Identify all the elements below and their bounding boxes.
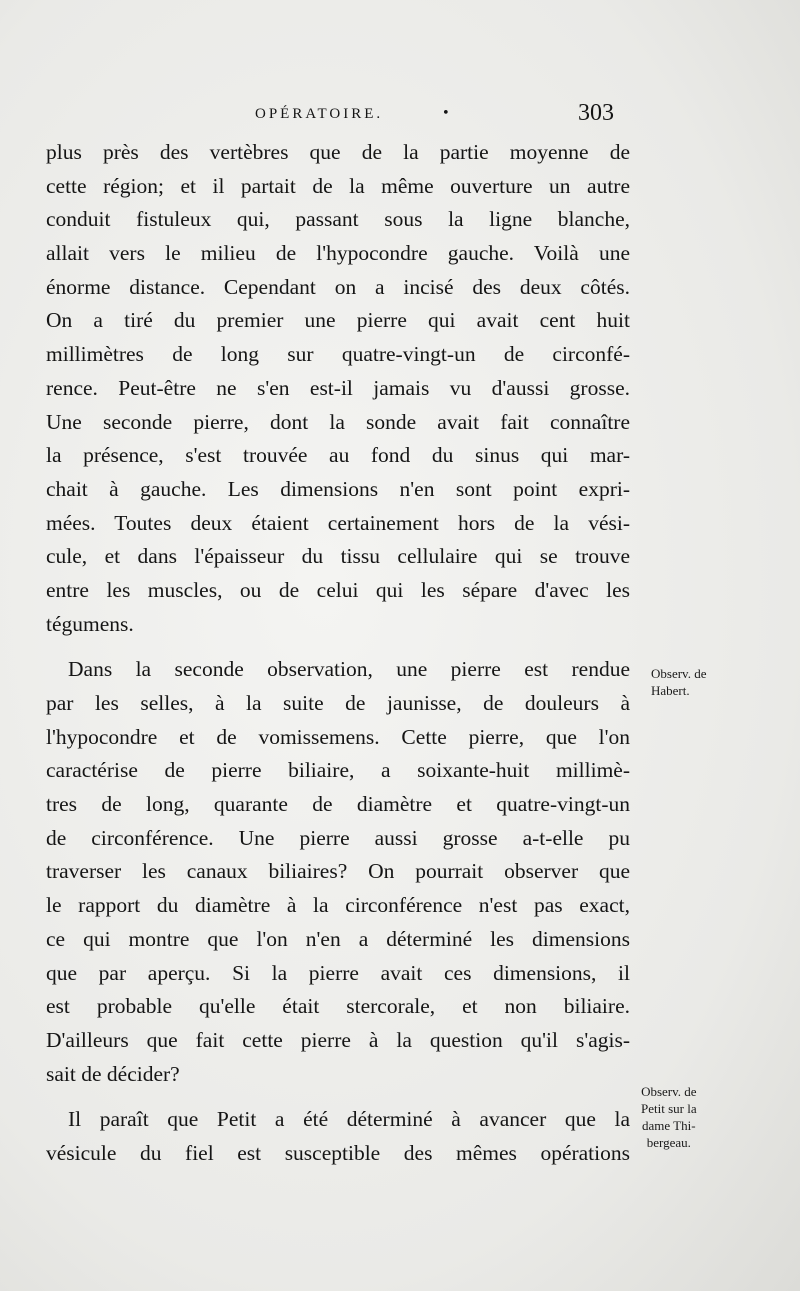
text-line: On a tiré du premier une pierre qui avait cent huit (46, 308, 630, 333)
margin-note-petit (641, 1083, 697, 1151)
text-line: traverser les canaux biliaires? On pourrait observer que (46, 859, 630, 884)
margin-note-line: dame Thi- (642, 1118, 696, 1133)
margin-note-habert (651, 665, 706, 699)
text-line: rence. Peut-être ne s'en est-il jamais vu d'aussi grosse. (46, 375, 630, 400)
text-line: Il paraît que Petit a été déterminé à avancer que la (68, 1107, 630, 1132)
text-line: tres de long, quarante de diamètre et quatre-vingt-un (46, 792, 630, 817)
text-line: plus près des vertèbres que de la partie moyenne de (46, 140, 630, 164)
margin-note-line: Petit sur la (641, 1101, 697, 1116)
text-line: la présence, s'est trouvée au fond du sinus qui mar- (46, 443, 630, 468)
text-line: allait vers le milieu de l'hypocondre gauche. Voilà une (46, 241, 630, 266)
margin-note-line: Habert. (651, 683, 690, 698)
margin-note-line: Observ. de (641, 1084, 697, 1099)
text-line: le rapport du diamètre à la circonférence n'est pas exact, (46, 893, 630, 918)
paragraph-3 (46, 1103, 630, 1170)
page-header (0, 100, 800, 140)
text-line: que par aperçu. Si la pierre avait ces dimensions, il (46, 960, 630, 985)
text-line: l'hypocondre et de vomissemens. Cette pierre, que l'on (46, 724, 630, 749)
header-ornament: • (442, 106, 450, 121)
text-line: cette région; et il partait de la même ouverture un autre (46, 173, 630, 198)
margin-note-line: bergeau. (646, 1135, 691, 1150)
running-head: OPÉRATOIRE. (255, 106, 384, 122)
body-text (46, 136, 630, 1171)
text-line: cule, et dans l'épaisseur du tissu cellulaire qui se trouve (46, 544, 630, 569)
text-line: ce qui montre que l'on n'en a déterminé les dimensions (46, 926, 630, 951)
paragraph-1 (46, 136, 630, 641)
text-line: Une seconde pierre, dont la sonde avait fait connaître (46, 409, 630, 434)
text-line: Dans la seconde observation, une pierre est rendue (68, 657, 630, 682)
text-line: tégumens. (46, 611, 134, 636)
text-line: énorme distance. Cependant on a incisé des deux côtés. (46, 274, 630, 299)
text-line: sait de décider? (46, 1061, 180, 1086)
text-line: mées. Toutes deux étaient certainement hors de la vési- (46, 510, 630, 535)
text-line: conduit fistuleux qui, passant sous la ligne blanche, (46, 207, 630, 232)
paragraph-2 (46, 653, 630, 1091)
text-line: est probable qu'elle était stercorale, et non biliaire. (46, 994, 630, 1019)
text-line: de circonférence. Une pierre aussi grosse a-t-elle pu (46, 825, 630, 850)
text-line: D'ailleurs que fait cette pierre à la question qu'il s'agis- (46, 1027, 630, 1052)
text-line: millimètres de long sur quatre-vingt-un de circonfé- (46, 342, 630, 367)
margin-note-line: Observ. de (651, 666, 707, 681)
page-number: 303 (578, 100, 614, 126)
text-line: par les selles, à la suite de jaunisse, de douleurs à (46, 691, 630, 715)
text-line: vésicule du fiel est susceptible des mêmes opérations (46, 1140, 630, 1165)
text-line: chait à gauche. Les dimensions n'en sont point expri- (46, 476, 630, 501)
text-line: caractérise de pierre biliaire, a soixante-huit millimè- (46, 758, 630, 783)
text-line: entre les muscles, ou de celui qui les sépare d'avec les (46, 577, 630, 602)
